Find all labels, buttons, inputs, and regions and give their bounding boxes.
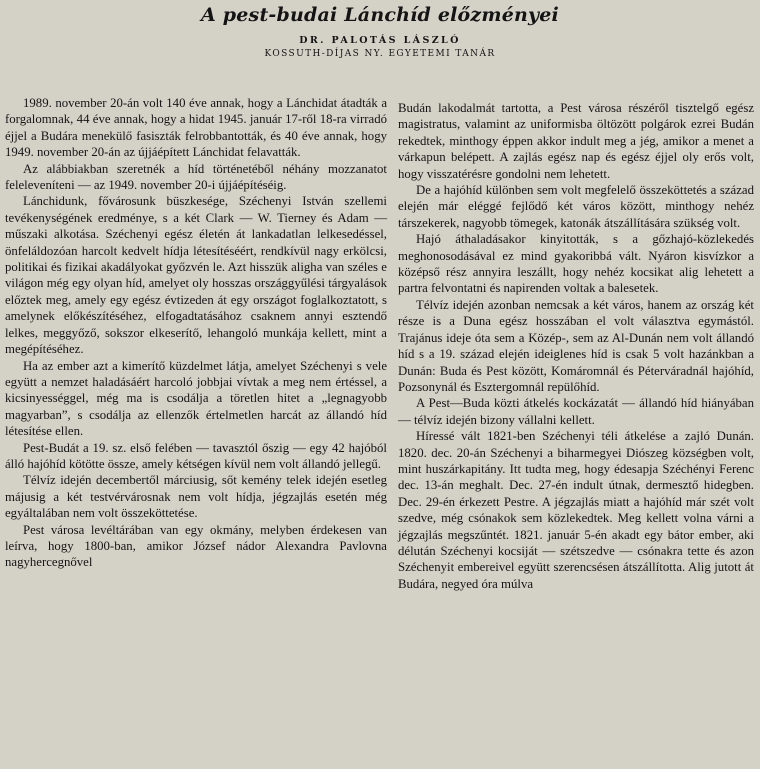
author-affiliation: KOSSUTH-DÍJAS NY. EGYETEMI TANÁR <box>264 49 496 59</box>
left-column <box>5 95 387 571</box>
article-author: DR. PALOTÁS LÁSZLÓ <box>299 35 461 46</box>
paragraph: Az alábbiakban szeretnék a híd történetéből néhány mozzanatot feleleveníteni — az 1949. november 20-i újjáépítéséig. <box>5 161 387 193</box>
paragraph: 1989. november 20-án volt 140 éve annak, hogy a Lánchidat átadták a forgalomnak, 44 éve annak, hogy a hidat 1945. január 17-ről 18-ra virradó éjjel a Budára menekülő fasiszták felrobbantották, és 40 éve annak, hogy 1949. november 20-án az újjáépített Lánchidat felavatták. <box>5 96 387 160</box>
paragraph: Hajó áthaladásakor kinyitották, s a gőzhajó-közlekedés meghonosodásával ez mind gyakoribbá vált. Nyáron kisvízkor a középső rész annyira leszállt, hogy nehéz kocsikat alig lehetett a partra felvontatni és napirenden voltak a balesetek. <box>398 232 754 296</box>
paragraph: De a hajóhíd különben sem volt megfelelő összeköttetés a század elején már eléggé fejlődő két város között, minthogy nehéz társzekerek, nagyobb tömegek, katonák átszállítására szükség volt. <box>398 183 754 230</box>
paragraph-continued: Budán lakodalmát tartotta, a Pest városa részéről tisztelgő egész magistratus, valamint az uniformisba öltözött polgárok ezrei Budán rekedtek, minthogy éppen akkor indult meg a jég, amikor a menet a várkapun belépett. A zajlás egész nap és egész éjjel oly erős volt, hogy visszatérésre gondolni nem lehetett. <box>398 101 754 181</box>
paragraph: Lánchidunk, fővárosunk büszkesége, Széchenyi István szellemi tevékenységének eredménye, s a két Clark — W. Tierney és Adam — műszaki alkotása. Széchenyi egész életén át lankadatlan lelkesedéssel, önfeláldozóan harcolt kedvelt hídja létesítéséért, rendkívül nagy erkölcsi, politikai és fizikai akadályokat győzvén le. Azt hisszük aligha van széles e világon még egy olyan híd, amelyet oly hosszas országgyűlési tárgyalások előztek meg, amely egy egész évtizeden át egy országot foglalkoztatott, s amelynek előkészítéséhez, elfogadtatásához csaknem annyi esztendő lelkes, meggyőző, sokszor elkeserítő, lehangoló munkája kellett, mint a megépítéséhez. <box>5 194 387 357</box>
article-title: A pest-budai Lánchíd előzményei <box>201 4 559 26</box>
paragraph: Híressé vált 1821-ben Széchenyi téli átkelése a zajló Dunán. 1820. dec. 20-án Széchenyi a biharmegyei Diószeg községben volt, mint huszárkapitány. Itt tudta meg, hogy édesapja Széchényi Ferenc dec. 13-án meghalt. Dec. 27-én indult útnak, dermesztő hidegben. Dec. 29-én érkezett Pestre. A jégzajlás miatt a hajóhíd már szét volt szedve, még csónakok sem közlekedtek. Meg kellett volna várni a jégzajlás megszűntét. 1821. január 5-én akadt egy bátor ember, aki délután Széchenyi kocsiját — szétszedve — csónakra tette és azon Széchenyit embereivel együtt szerencsésen átszállította. Alig jutott át Budára, negyed óra múlva <box>398 429 754 591</box>
paragraph: Ha az ember azt a kimerítő küzdelmet látja, amelyet Széchenyi s vele együtt a nemzet haladásáért harcoló jobbjai vívtak a meg nem értéssel, a kicsinyességgel, még ma is csodálja a töretlen hitet a „legnagyobb magyarban”, s csodálja az ellenzők értelmetlen harcát az állandó híd létesítése ellen. <box>5 358 387 439</box>
right-column <box>398 100 754 592</box>
paragraph: Pest városa levéltárában van egy okmány, melyben érdekesen van leírva, hogy 1800-ban, amikor József nádor Alexandra Pavlovna nagyhercegnővel <box>5 522 387 570</box>
paragraph: Pest-Budát a 19. sz. első felében — tavasztól őszig — egy 42 hajóból álló hajóhíd kötötte össze, amely kétségen kívül nem volt állandó jellegű. <box>5 440 387 471</box>
paragraph: Télvíz idején decembertől márciusig, sőt kemény telek idején esetleg májusig a két testvérvárosnak nem volt hídja, jégzajlás esetén még egyáltalában nem volt összeköttetése. <box>5 473 387 521</box>
paragraph: Télvíz idején azonban nemcsak a két város, hanem az ország két része is a Duna egész hosszában el volt választva egymástól. Trajánus ideje óta sem a Közép-, sem az Al-Dunán nem volt állandó híd s a 19. század elején ideiglenes híd is csak 5 volt hazánkban a Dunán: Buda és Pest között, Komáromnál és Péterváradnál hajóhíd, Pozsonynál és Esztergomnál repülőhíd. <box>398 297 754 394</box>
paragraph: A Pest—Buda közti átkelés kockázatát — állandó híd hiányában — télvíz idején bizony vállalni kellett. <box>398 396 754 427</box>
